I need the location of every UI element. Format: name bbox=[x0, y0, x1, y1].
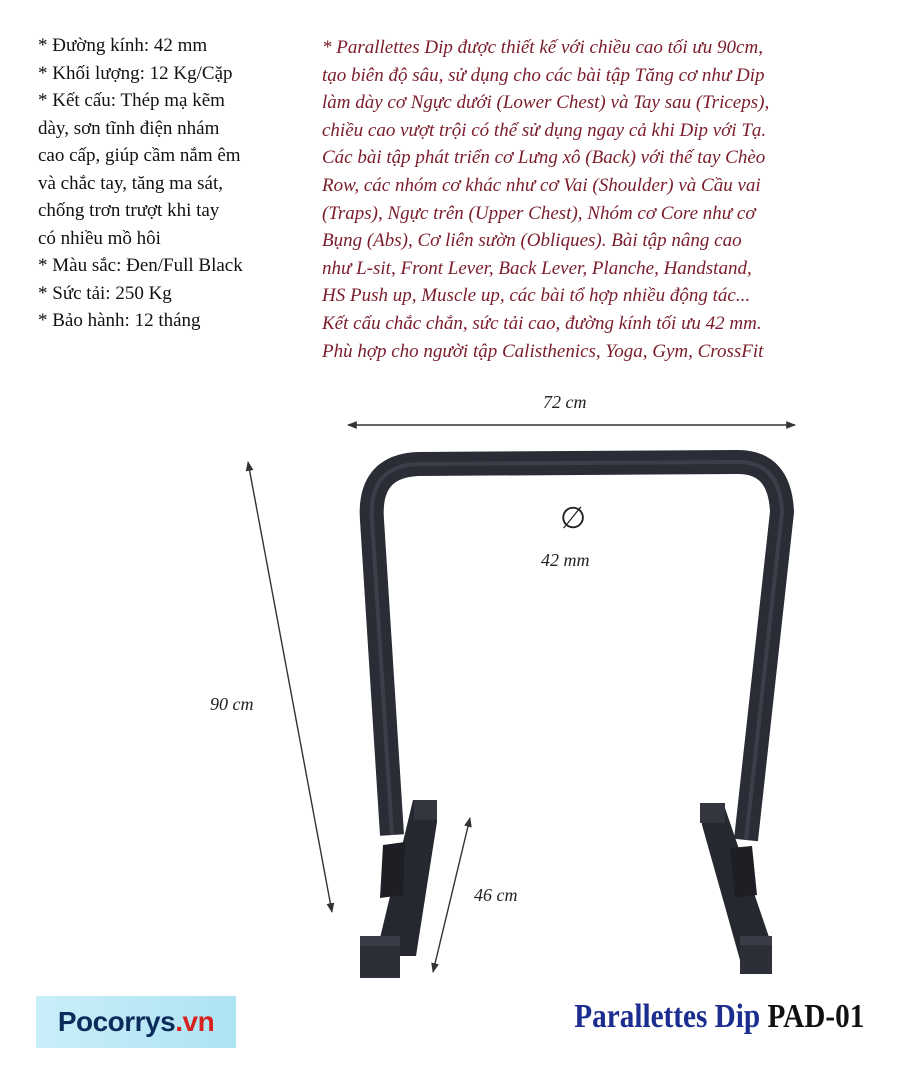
description-line: (Traps), Ngực trên (Upper Chest), Nhóm cơ Core như cơ bbox=[322, 202, 756, 224]
depth-label: 46 cm bbox=[474, 885, 518, 905]
description-line: chiều cao vượt trội có thể sử dụng ngay cả khi Dip với Tạ. bbox=[322, 119, 767, 141]
product-illustration bbox=[0, 380, 900, 1000]
spec-line: chống trơn trượt khi tay bbox=[38, 200, 220, 221]
spec-line: * Sức tải: 250 Kg bbox=[38, 282, 172, 304]
dip-bar-drawing bbox=[0, 380, 900, 1000]
width-label: 72 cm bbox=[543, 392, 587, 412]
spec-line: * Kết cấu: Thép mạ kẽm bbox=[38, 90, 225, 111]
description-line: Bụng (Abs), Cơ liên sườn (Obliques). Bài tập nâng cao bbox=[322, 230, 742, 252]
description-line: Phù hợp cho người tập Calisthenics, Yoga, Gym, CrossFit bbox=[322, 340, 764, 362]
diameter-icon: ∅ bbox=[560, 502, 587, 535]
spec-line: * Khối lượng: 12 Kg/Cặp bbox=[38, 62, 233, 84]
product-title bbox=[574, 998, 864, 1036]
brand-logo bbox=[36, 996, 236, 1048]
spec-line: và chắc tay, tăng ma sát, bbox=[38, 172, 223, 194]
description-line: * Parallettes Dip được thiết kế với chiều cao tối ưu 90cm, bbox=[322, 37, 763, 58]
spec-line: * Màu sắc: Đen/Full Black bbox=[38, 255, 243, 276]
description-line: Kết cấu chắc chắn, sức tải cao, đường kính tối ưu 42 mm. bbox=[322, 312, 762, 334]
description-line: tạo biên độ sâu, sử dụng cho các bài tập Tăng cơ như Dip bbox=[322, 64, 765, 86]
diameter-label: 42 mm bbox=[541, 550, 590, 570]
description-line: làm dày cơ Ngực dưới (Lower Chest) và Tay sau (Triceps), bbox=[322, 92, 770, 114]
spec-list bbox=[38, 32, 308, 335]
logo-brand-text: Pocorrys bbox=[57, 1006, 176, 1037]
product-name: Parallettes Dip bbox=[573, 998, 760, 1035]
spec-line: * Bảo hành: 12 tháng bbox=[38, 310, 201, 331]
height-label: 90 cm bbox=[210, 694, 254, 714]
product-model: PAD-01 bbox=[767, 998, 864, 1035]
spec-line: dày, sơn tĩnh điện nhám bbox=[38, 117, 220, 139]
description-line: Row, các nhóm cơ khác như cơ Vai (Shoulder) và Cầu vai bbox=[322, 174, 761, 196]
description-line: như L-sit, Front Lever, Back Lever, Planche, Handstand, bbox=[322, 257, 752, 279]
product-description bbox=[322, 34, 897, 365]
spec-line: có nhiều mồ hôi bbox=[38, 227, 161, 249]
description-line: Các bài tập phát triển cơ Lưng xô (Back) với thế tay Chèo bbox=[322, 147, 766, 169]
description-line: HS Push up, Muscle up, các bài tổ hợp nhiều động tác... bbox=[322, 285, 751, 307]
spec-line: * Đường kính: 42 mm bbox=[38, 35, 208, 56]
height-arrow bbox=[248, 462, 332, 912]
logo-domain-text: .vn bbox=[175, 1006, 215, 1037]
depth-arrow bbox=[433, 818, 470, 972]
spec-line: cao cấp, giúp cầm nắm êm bbox=[38, 145, 241, 166]
